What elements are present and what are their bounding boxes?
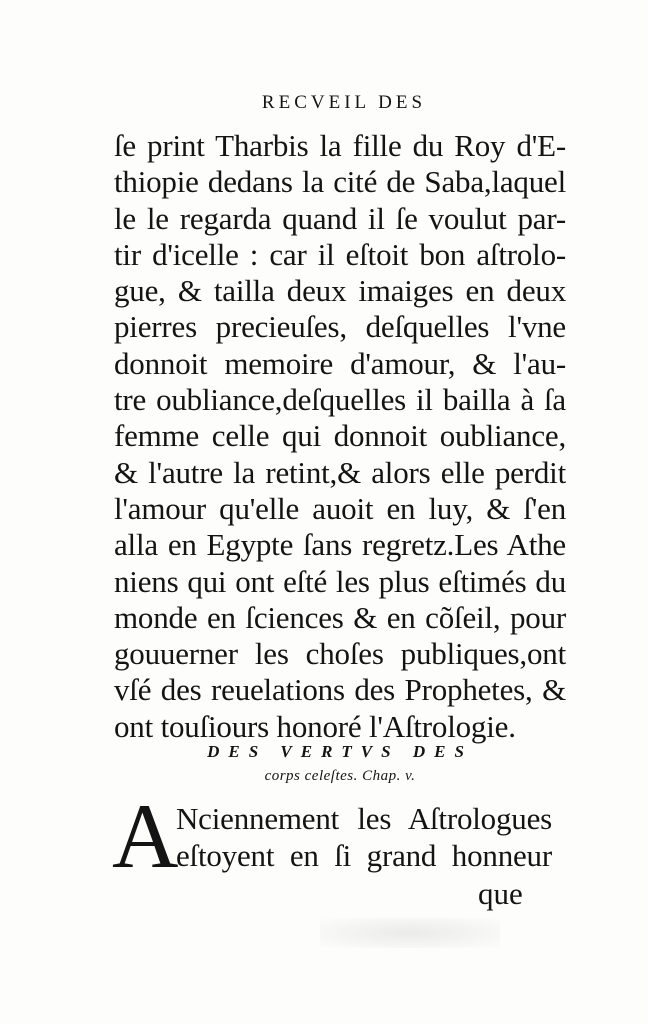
text-line: ſe print Tharbis la fille du Roy d'E- bbox=[114, 128, 566, 163]
drop-cap-letter: A bbox=[112, 785, 179, 887]
bleed-through-mark bbox=[320, 918, 500, 948]
text-line: pierres precieuſes, deſquelles l'vne bbox=[114, 309, 566, 345]
text-line: gouuerner les choſes publiques,ont bbox=[114, 636, 566, 672]
chapter-title: DES VERTVS DES bbox=[207, 742, 473, 761]
text-line: thiopie dedans la cité de Saba,laquel bbox=[114, 164, 566, 200]
text-line: alla en Egypte ſans regretz.Les Athe bbox=[114, 527, 566, 563]
text-line: tir d'icelle : car il eſtoit bon aſtrolo- bbox=[114, 236, 566, 272]
text-line: monde en ſciences & en cõſeil, pour bbox=[114, 599, 566, 635]
text-line: & l'autre la retint,& alors elle perdit bbox=[114, 454, 566, 490]
text-line: eſtoyent en ſi grand honneur bbox=[176, 838, 552, 873]
text-line: gue, & tailla deux imaiges en deux bbox=[114, 273, 566, 309]
text-line: Nciennement les Aſtrologues bbox=[176, 801, 552, 836]
text-line: l'amour qu'elle auoit en luy, & ſ'en bbox=[114, 490, 566, 526]
running-head: RECVEIL DES bbox=[261, 92, 427, 113]
text-line: femme celle qui donnoit oubliance, bbox=[114, 418, 566, 454]
text-line: le le regarda quand il ſe voulut par- bbox=[114, 200, 566, 236]
catchword: que bbox=[478, 876, 523, 911]
text-line: tre oubliance,deſquelles il bailla à ſa bbox=[114, 382, 566, 418]
chapter-subtitle: corps celeſtes. Chap. v. bbox=[264, 768, 416, 784]
text-line: vſé des reuelations des Prophetes, & bbox=[114, 672, 566, 708]
chapter-text bbox=[176, 800, 552, 874]
text-line: ont touſiours honoré l'Aſtrologie. bbox=[114, 708, 516, 744]
body-text bbox=[114, 128, 566, 745]
text-line: donnoit memoire d'amour, & l'au- bbox=[114, 345, 566, 381]
text-line: niens qui ont eſté les plus eſtimés du bbox=[114, 563, 566, 599]
